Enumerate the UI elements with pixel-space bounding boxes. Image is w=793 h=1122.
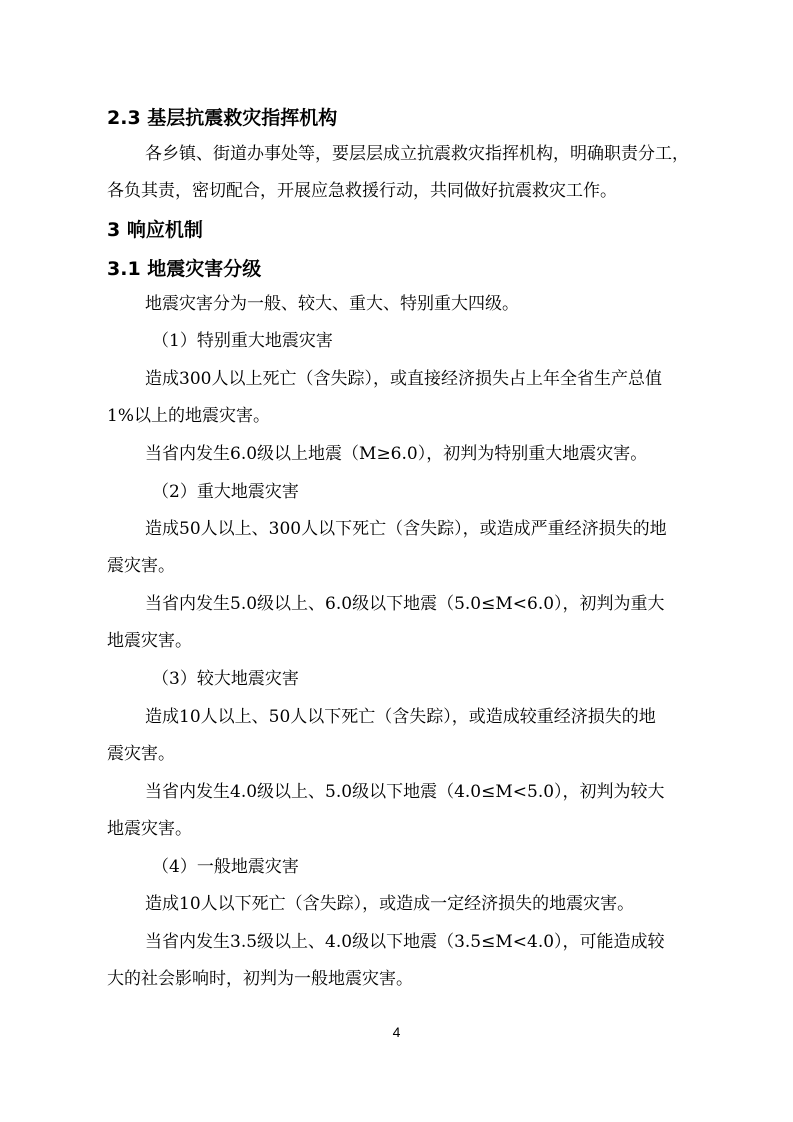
paragraph-category-3-criteria (107, 699, 719, 773)
paragraph-category-1-criteria (107, 361, 719, 435)
page-number: 4 (392, 1024, 401, 1040)
paragraph-line: 地震灾害。 (107, 631, 192, 651)
paragraph-category-3-magnitude (107, 774, 719, 848)
section-heading-3: 3 响应机制 (107, 219, 203, 241)
section-heading-3-1: 3.1 地震灾害分级 (107, 258, 262, 280)
paragraph-line: （2）重大地震灾害 (152, 482, 299, 502)
paragraph-line: 当省内发生5.0级以上、6.0级以下地震（5.0≤M<6.0），初判为重大 (145, 594, 665, 614)
paragraph-command-structure (107, 136, 719, 210)
paragraph-line: 各负其责，密切配合，开展应急救援行动，共同做好抗震救灾工作。 (107, 181, 617, 201)
paragraph-line: 震灾害。 (107, 556, 175, 576)
category-4-title (107, 849, 719, 886)
category-2-title (107, 474, 719, 511)
paragraph-category-4-criteria (107, 886, 719, 923)
section-heading-2-3: 2.3 基层抗震救灾指挥机构 (107, 107, 338, 129)
paragraph-line: 震灾害。 (107, 744, 175, 764)
paragraph-line: （1）特别重大地震灾害 (152, 331, 333, 351)
paragraph-line: 造成10人以上、50人以下死亡（含失踪），或造成较重经济损失的地 (145, 707, 656, 727)
paragraph-line: 各乡镇、街道办事处等，要层层成立抗震救灾指挥机构，明确职责分工， (145, 144, 689, 164)
paragraph-category-1-magnitude (107, 436, 719, 473)
paragraph-line: （4）一般地震灾害 (152, 857, 299, 877)
paragraph-line: 大的社会影响时，初判为一般地震灾害。 (107, 969, 413, 989)
paragraph-line: 地震灾害分为一般、较大、重大、特别重大四级。 (145, 294, 519, 314)
paragraph-line: 当省内发生4.0级以上、5.0级以下地震（4.0≤M<5.0），初判为较大 (145, 782, 665, 802)
paragraph-line: （3）较大地震灾害 (152, 669, 299, 689)
paragraph-line: 1%以上的地震灾害。 (107, 406, 270, 426)
paragraph-line: 造成50人以上、300人以下死亡（含失踪），或造成严重经济损失的地 (145, 519, 667, 539)
paragraph-category-2-magnitude (107, 586, 719, 660)
paragraph-line: 地震灾害。 (107, 819, 192, 839)
category-3-title (107, 661, 719, 698)
paragraph-line: 造成300人以上死亡（含失踪），或直接经济损失占上年全省生产总值 (145, 369, 662, 389)
paragraph-line: 造成10人以下死亡（含失踪），或造成一定经济损失的地震灾害。 (145, 894, 635, 914)
paragraph-category-2-criteria (107, 511, 719, 585)
category-1-title (107, 323, 719, 360)
paragraph-category-4-magnitude (107, 924, 719, 998)
paragraph-line: 当省内发生6.0级以上地震（M≥6.0），初判为特别重大地震灾害。 (145, 444, 648, 464)
paragraph-grading-intro (107, 286, 719, 323)
paragraph-line: 当省内发生3.5级以上、4.0级以下地震（3.5≤M<4.0），可能造成较 (145, 932, 665, 952)
